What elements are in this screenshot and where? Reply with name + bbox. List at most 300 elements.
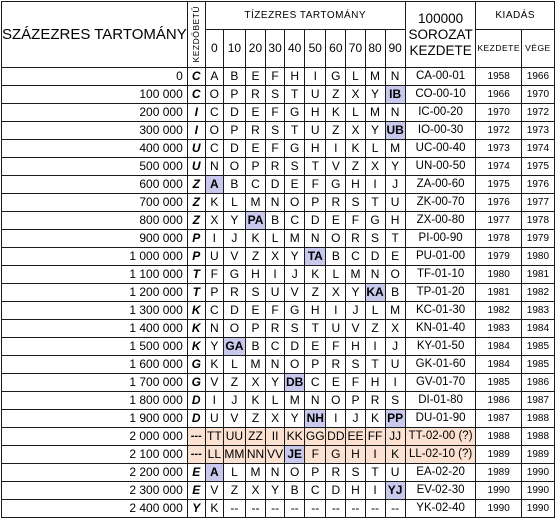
series-code-cell: PU-01-00 (405, 248, 476, 266)
start-letter-cell: K (187, 320, 205, 338)
letter-cell: L (223, 194, 245, 212)
issue-end-cell: 1972 (521, 104, 554, 122)
issue-end-cell: 1990 (521, 482, 554, 500)
issue-start-cell: 1975 (476, 176, 521, 194)
letter-cell: R (346, 230, 365, 248)
letter-cell: T (285, 86, 305, 104)
table-row (2, 194, 555, 212)
letter-cell: NH (305, 410, 326, 428)
letter-cell: K (365, 410, 385, 428)
table-row (2, 428, 555, 446)
letter-cell: V (223, 248, 245, 266)
letter-cell: I (326, 302, 346, 320)
series-code-cell: LL-02-10 (?) (405, 446, 476, 464)
header-issue-end-label: VÉGE (525, 43, 551, 53)
letter-cell: D (285, 338, 305, 356)
letter-cell: GG (305, 428, 326, 446)
letter-cell: Y (285, 248, 305, 266)
letter-cell: R (266, 158, 285, 176)
table-row (2, 68, 555, 86)
letter-cell: V (205, 374, 223, 392)
issue-end-cell: 1990 (521, 464, 554, 482)
start-letter-cell: Y (187, 500, 205, 518)
header-issue (476, 2, 555, 30)
letter-cell: P (223, 86, 245, 104)
header-digit-7: 70 (346, 30, 365, 68)
letter-cell: O (326, 392, 346, 410)
issue-end-cell: 1974 (521, 140, 554, 158)
issue-start-cell: 1966 (476, 86, 521, 104)
start-letter-cell: D (187, 410, 205, 428)
letter-cell: F (266, 302, 285, 320)
issue-start-cell: 1986 (476, 392, 521, 410)
range-cell: 300 000 (2, 122, 188, 140)
letter-cell: O (223, 320, 245, 338)
letter-cell: M (285, 392, 305, 410)
letter-cell: N (305, 230, 326, 248)
range-cell: 1 000 000 (2, 248, 188, 266)
letter-cell: DB (285, 374, 305, 392)
letter-cell: M (245, 194, 265, 212)
series-code-cell: IC-00-20 (405, 104, 476, 122)
letter-cell: B (245, 338, 265, 356)
letter-cell: PP (385, 410, 405, 428)
series-code-cell: KC-01-30 (405, 302, 476, 320)
serial-number-table (1, 1, 555, 518)
letter-cell: N (385, 104, 405, 122)
letter-cell: UU (223, 428, 245, 446)
range-cell: 1 200 000 (2, 284, 188, 302)
letter-cell: G (285, 104, 305, 122)
letter-cell: L (346, 104, 365, 122)
header-digit-8: 80 (365, 30, 385, 68)
letter-cell: U (205, 248, 223, 266)
letter-cell: -- (266, 500, 285, 518)
letter-cell: U (305, 86, 326, 104)
letter-cell: M (245, 356, 265, 374)
issue-end-cell: 1981 (521, 266, 554, 284)
letter-cell: E (305, 338, 326, 356)
range-cell: 200 000 (2, 104, 188, 122)
letter-cell: O (205, 122, 223, 140)
letter-cell: S (365, 230, 385, 248)
letter-cell: ZZ (245, 428, 265, 446)
letter-cell: L (266, 392, 285, 410)
letter-cell: U (385, 194, 405, 212)
letter-cell: Y (285, 410, 305, 428)
issue-start-cell: 1958 (476, 68, 521, 86)
letter-cell: X (365, 158, 385, 176)
letter-cell: E (245, 140, 265, 158)
range-cell: 1 100 000 (2, 266, 188, 284)
table-row (2, 320, 555, 338)
issue-end-cell: 1986 (521, 374, 554, 392)
letter-cell: F (266, 140, 285, 158)
letter-cell: H (305, 302, 326, 320)
table-row (2, 410, 555, 428)
issue-start-cell: 1981 (476, 284, 521, 302)
range-cell: 100 000 (2, 86, 188, 104)
letter-cell: KK (285, 428, 305, 446)
letter-cell: H (285, 68, 305, 86)
series-code-cell: KY-01-50 (405, 338, 476, 356)
letter-cell: B (326, 248, 346, 266)
issue-start-cell: 1989 (476, 464, 521, 482)
table-row (2, 266, 555, 284)
letter-cell: U (385, 356, 405, 374)
letter-cell: C (205, 302, 223, 320)
letter-cell: X (266, 410, 285, 428)
issue-end-cell: 1990 (521, 500, 554, 518)
issue-end-cell: 1985 (521, 356, 554, 374)
letter-cell: P (205, 284, 223, 302)
range-cell: 600 000 (2, 176, 188, 194)
letter-cell: Z (365, 320, 385, 338)
range-cell: 0 (2, 68, 188, 86)
issue-end-cell: 1982 (521, 284, 554, 302)
letter-cell: Z (326, 122, 346, 140)
letter-cell: E (245, 68, 265, 86)
letter-cell: F (266, 68, 285, 86)
letter-cell: G (285, 140, 305, 158)
letter-cell: K (346, 140, 365, 158)
start-letter-cell: K (187, 338, 205, 356)
table-row (2, 158, 555, 176)
issue-end-cell: 1975 (521, 158, 554, 176)
letter-cell: P (245, 320, 265, 338)
letter-cell: N (385, 68, 405, 86)
letter-cell: Y (266, 482, 285, 500)
series-code-cell: DI-01-80 (405, 392, 476, 410)
letter-cell: K (245, 392, 265, 410)
issue-start-cell: 1982 (476, 302, 521, 320)
series-code-cell: PI-00-90 (405, 230, 476, 248)
letter-cell: -- (285, 500, 305, 518)
header-range-ten-thousands (205, 2, 405, 30)
letter-cell: H (346, 176, 365, 194)
letter-cell: R (245, 122, 265, 140)
range-cell: 1 300 000 (2, 302, 188, 320)
range-cell: 2 100 000 (2, 446, 188, 464)
range-cell: 1 400 000 (2, 320, 188, 338)
letter-cell: F (326, 338, 346, 356)
start-letter-cell: U (187, 158, 205, 176)
letter-cell: S (346, 464, 365, 482)
letter-cell: E (285, 176, 305, 194)
letter-cell: U (385, 464, 405, 482)
letter-cell: L (365, 302, 385, 320)
issue-end-cell: 1983 (521, 302, 554, 320)
issue-start-cell: 1989 (476, 446, 521, 464)
letter-cell: N (305, 392, 326, 410)
letter-cell: M (365, 104, 385, 122)
series-code-cell: UN-00-50 (405, 158, 476, 176)
letter-cell: NN (245, 446, 265, 464)
letter-cell: T (365, 464, 385, 482)
letter-cell: S (346, 356, 365, 374)
start-letter-cell: Z (187, 176, 205, 194)
letter-cell: F (205, 266, 223, 284)
series-code-cell: ZA-00-60 (405, 176, 476, 194)
letter-cell: LL (205, 446, 223, 464)
start-letter-cell: D (187, 392, 205, 410)
letter-cell: D (266, 176, 285, 194)
range-cell: 900 000 (2, 230, 188, 248)
letter-cell: I (365, 482, 385, 500)
letter-cell: E (326, 212, 346, 230)
letter-cell: I (326, 140, 346, 158)
letter-cell: C (285, 212, 305, 230)
letter-cell: S (346, 194, 365, 212)
letter-cell: -- (245, 500, 265, 518)
letter-cell: Y (346, 284, 365, 302)
issue-end-cell: 1976 (521, 176, 554, 194)
issue-start-cell: 1980 (476, 266, 521, 284)
letter-cell: Y (365, 86, 385, 104)
letter-cell: F (305, 446, 326, 464)
letter-cell: M (385, 302, 405, 320)
letter-cell: L (346, 68, 365, 86)
issue-end-cell: 1978 (521, 212, 554, 230)
header-issue-end (521, 30, 554, 68)
letter-cell: C (205, 104, 223, 122)
start-letter-cell: --- (187, 446, 205, 464)
letter-cell: F (266, 104, 285, 122)
letter-cell: K (245, 230, 265, 248)
issue-start-cell: 1987 (476, 410, 521, 428)
letter-cell: T (305, 320, 326, 338)
letter-cell: E (245, 104, 265, 122)
issue-start-cell: 1970 (476, 104, 521, 122)
range-cell: 2 200 000 (2, 464, 188, 482)
issue-start-cell: 1979 (476, 248, 521, 266)
issue-end-cell: 1984 (521, 320, 554, 338)
series-code-cell: ZK-00-70 (405, 194, 476, 212)
letter-cell: G (223, 266, 245, 284)
table-row (2, 248, 555, 266)
letter-cell: D (326, 482, 346, 500)
letter-cell: V (346, 320, 365, 338)
letter-cell: II (266, 428, 285, 446)
issue-start-cell: 1984 (476, 356, 521, 374)
letter-cell: T (385, 230, 405, 248)
range-cell: 1 900 000 (2, 410, 188, 428)
range-cell: 2 000 000 (2, 428, 188, 446)
table-row (2, 176, 555, 194)
letter-cell: DD (326, 428, 346, 446)
letter-cell: R (326, 356, 346, 374)
start-letter-cell: I (187, 122, 205, 140)
letter-cell: J (346, 410, 365, 428)
issue-start-cell: 1976 (476, 194, 521, 212)
start-letter-cell: G (187, 356, 205, 374)
series-code-cell: GV-01-70 (405, 374, 476, 392)
letter-cell: I (205, 230, 223, 248)
letter-cell: E (385, 248, 405, 266)
range-cell: 500 000 (2, 158, 188, 176)
letter-cell: J (385, 176, 405, 194)
start-letter-cell: P (187, 248, 205, 266)
issue-end-cell: 1988 (521, 410, 554, 428)
start-letter-cell: E (187, 464, 205, 482)
letter-cell: O (223, 158, 245, 176)
letter-cell: Y (266, 374, 285, 392)
letter-cell: Z (245, 248, 265, 266)
letter-cell: Y (365, 122, 385, 140)
issue-end-cell: 1987 (521, 392, 554, 410)
letter-cell: L (223, 464, 245, 482)
series-code-cell: ZX-00-80 (405, 212, 476, 230)
letter-cell: D (305, 212, 326, 230)
letter-cell: C (205, 140, 223, 158)
letter-cell: N (205, 158, 223, 176)
letter-cell: P (305, 356, 326, 374)
table-row (2, 140, 555, 158)
letter-cell: E (326, 374, 346, 392)
letter-cell: B (285, 482, 305, 500)
letter-cell: O (285, 194, 305, 212)
letter-cell: U (326, 320, 346, 338)
letter-cell: V (285, 284, 305, 302)
issue-end-cell: 1989 (521, 446, 554, 464)
letter-cell: Z (223, 374, 245, 392)
start-letter-cell: Z (187, 194, 205, 212)
start-letter-cell: T (187, 266, 205, 284)
letter-cell: U (205, 410, 223, 428)
table-row (2, 284, 555, 302)
letter-cell: P (223, 122, 245, 140)
issue-start-cell: 1983 (476, 320, 521, 338)
letter-cell: R (326, 464, 346, 482)
letter-cell: H (245, 266, 265, 284)
header-issue-start-label: KEZDETE (477, 43, 521, 53)
letter-cell: A (205, 176, 223, 194)
letter-cell: FF (365, 428, 385, 446)
letter-cell: I (305, 68, 326, 86)
series-code-cell: TT-02-00 (?) (405, 428, 476, 446)
letter-cell: V (326, 158, 346, 176)
issue-start-cell: 1973 (476, 140, 521, 158)
letter-cell: P (305, 194, 326, 212)
letter-cell: I (365, 338, 385, 356)
letter-cell: O (285, 356, 305, 374)
letter-cell: T (285, 122, 305, 140)
range-cell: 1 500 000 (2, 338, 188, 356)
letter-cell: R (245, 86, 265, 104)
letter-cell: I (205, 392, 223, 410)
letter-cell: M (385, 140, 405, 158)
letter-cell: D (223, 104, 245, 122)
letter-cell: M (346, 266, 365, 284)
letter-cell: UB (385, 122, 405, 140)
letter-cell: J (285, 266, 305, 284)
letter-cell: JJ (385, 428, 405, 446)
start-letter-cell: U (187, 140, 205, 158)
letter-cell: N (266, 464, 285, 482)
table-row (2, 482, 555, 500)
issue-start-cell: 1990 (476, 482, 521, 500)
issue-end-cell: 1979 (521, 230, 554, 248)
letter-cell: C (346, 248, 365, 266)
letter-cell: I (365, 176, 385, 194)
series-code-cell: IO-00-30 (405, 122, 476, 140)
letter-cell: L (223, 356, 245, 374)
table-row (2, 302, 555, 320)
letter-cell: GA (223, 338, 245, 356)
series-code-cell: KN-01-40 (405, 320, 476, 338)
start-letter-cell: K (187, 302, 205, 320)
series-code-cell: CO-00-10 (405, 86, 476, 104)
letter-cell: K (205, 500, 223, 518)
series-code-cell: DU-01-90 (405, 410, 476, 428)
letter-cell: A (205, 464, 223, 482)
letter-cell: K (205, 194, 223, 212)
issue-end-cell: 1985 (521, 338, 554, 356)
letter-cell: J (346, 302, 365, 320)
series-code-cell: TF-01-10 (405, 266, 476, 284)
start-letter-cell: C (187, 68, 205, 86)
series-code-cell: CA-00-01 (405, 68, 476, 86)
letter-cell: U (305, 122, 326, 140)
header-series-start-label: 100000 SOROZAT KEZDETE (408, 10, 473, 58)
letter-cell: Z (346, 158, 365, 176)
header-digit-1: 10 (223, 30, 245, 68)
letter-cell: I (326, 410, 346, 428)
letter-cell: K (205, 356, 223, 374)
range-cell: 2 300 000 (2, 482, 188, 500)
table-row (2, 356, 555, 374)
letter-cell: N (266, 356, 285, 374)
letter-cell: P (305, 464, 326, 482)
letter-cell: MM (223, 446, 245, 464)
letter-cell: Z (326, 86, 346, 104)
letter-cell: -- (223, 500, 245, 518)
letter-cell: Y (223, 212, 245, 230)
header-range-ten-thousands-label: TÍZEZRES TARTOMÁNY (244, 10, 367, 21)
letter-cell: F (305, 176, 326, 194)
letter-cell: -- (385, 500, 405, 518)
letter-cell: O (285, 464, 305, 482)
letter-cell: L (365, 140, 385, 158)
range-cell: 400 000 (2, 140, 188, 158)
table-row (2, 500, 555, 518)
table-row (2, 374, 555, 392)
start-letter-cell: P (187, 230, 205, 248)
letter-cell: M (365, 68, 385, 86)
issue-end-cell: 1980 (521, 248, 554, 266)
letter-cell: G (285, 302, 305, 320)
letter-cell: A (205, 68, 223, 86)
table-row (2, 122, 555, 140)
letter-cell: V (205, 482, 223, 500)
table-row (2, 446, 555, 464)
start-letter-cell: G (187, 374, 205, 392)
letter-cell: H (346, 482, 365, 500)
letter-cell: Z (305, 284, 326, 302)
letter-cell: H (365, 374, 385, 392)
letter-cell: X (245, 482, 265, 500)
issue-start-cell: 1988 (476, 428, 521, 446)
table-row (2, 212, 555, 230)
letter-cell: S (266, 122, 285, 140)
issue-end-cell: 1988 (521, 428, 554, 446)
letter-cell: TA (305, 248, 326, 266)
letter-cell: -- (326, 500, 346, 518)
letter-cell: K (326, 104, 346, 122)
issue-start-cell: 1972 (476, 122, 521, 140)
letter-cell: M (285, 230, 305, 248)
issue-start-cell: 1974 (476, 158, 521, 176)
